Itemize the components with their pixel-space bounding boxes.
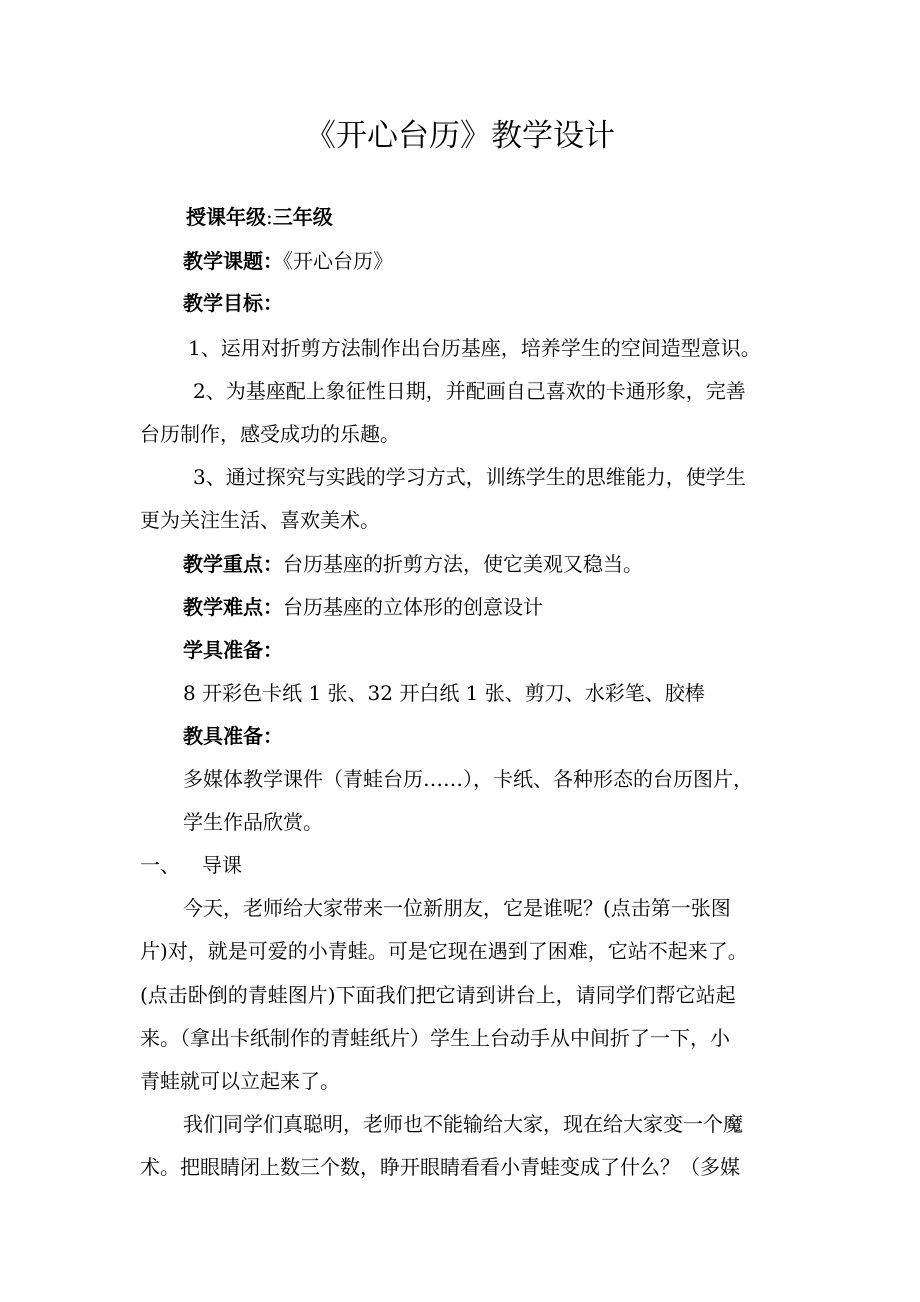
objective-2-line-1: 2、为基座配上象征性日期，并配画自己喜欢的卡通形象，完善 — [193, 379, 746, 403]
key-point-value: 台历基座的折剪方法，使它美观又稳当。 — [283, 552, 643, 576]
difficulty-label: 教学难点： — [183, 595, 283, 619]
para-1-line-1: 今天，老师给大家带来一位新朋友，它是谁呢？(点击第一张图 — [183, 896, 731, 920]
grade-line — [186, 202, 333, 232]
difficulty-value: 台历基座的立体形的创意设计 — [283, 595, 543, 619]
grade-value: 三年级 — [272, 205, 333, 229]
para-1-line-5: 青蛙就可以立起来了。 — [140, 1069, 340, 1093]
para-1-line-3: (点击卧倒的青蛙图片)下面我们把它请到讲台上，请同学们帮它站起 — [140, 983, 736, 1007]
grade-label: 授课年级 — [186, 205, 266, 229]
teacher-materials-line-1: 多媒体教学课件（青蛙台历……），卡纸、各种形态的台历图片， — [183, 767, 753, 791]
student-materials-value: 8 开彩色卡纸 1 张、32 开白纸 1 张、剪刀、水彩笔、胶棒 — [183, 681, 705, 705]
topic-value: 《开心台历》 — [283, 249, 393, 273]
teacher-materials-label: 教具准备： — [183, 724, 283, 748]
section-1-heading — [140, 850, 242, 880]
key-point-line — [183, 549, 643, 579]
objective-3-line-1: 3、通过探究与实践的学习方式，训练学生的思维能力，使学生 — [193, 465, 746, 489]
teacher-materials-line-2: 学生作品欣赏。 — [183, 810, 323, 834]
document-title: 《开心台历》教学设计 — [305, 118, 615, 154]
para-1-line-4: 来。（拿出卡纸制作的青蛙纸片）学生上台动手从中间折了一下，小 — [140, 1026, 730, 1050]
key-point-label: 教学重点： — [183, 552, 283, 576]
difficulty-line — [183, 592, 543, 622]
student-materials-label: 学具准备： — [183, 638, 283, 662]
objective-2-line-2: 台历制作，感受成功的乐趣。 — [140, 422, 400, 446]
para-2-line-2: 术。把眼睛闭上数三个数，睁开眼睛看看小青蛙变成了什么？（多媒 — [140, 1155, 740, 1179]
objectives-label: 教学目标： — [183, 291, 283, 315]
objective-1: 1、运用对折剪方法制作出台历基座，培养学生的空间造型意识。 — [188, 336, 761, 360]
section-1-title: 导课 — [202, 853, 242, 877]
para-1-line-2: 片)对，就是可爱的小青蛙。可是它现在遇到了困难，它站不起来了。 — [140, 939, 748, 963]
para-2-line-1: 我们同学们真聪明，老师也不能输给大家，现在给大家变一个魔 — [183, 1112, 743, 1136]
topic-line — [183, 246, 393, 276]
grade-separator: : — [266, 205, 273, 229]
topic-label: 教学课题： — [183, 249, 283, 273]
objective-3-line-2: 更为关注生活、喜欢美术。 — [140, 508, 380, 532]
section-1-number: 一、 — [140, 853, 180, 877]
